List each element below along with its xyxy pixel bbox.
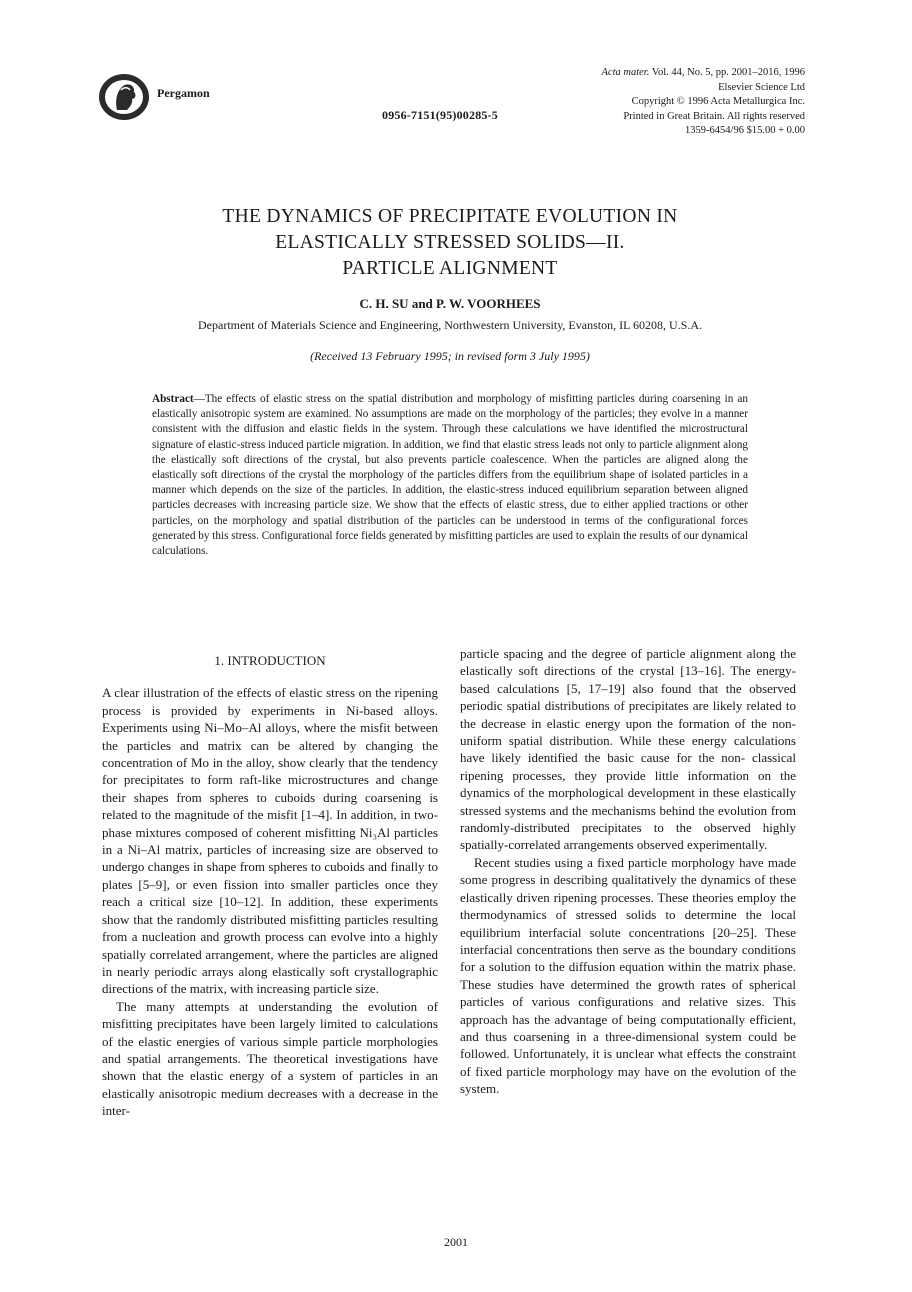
journal-line: Printed in Great Britain. All rights reserved xyxy=(623,110,805,122)
left-column xyxy=(102,648,438,1120)
doi: 0956-7151(95)00285-5 xyxy=(382,108,498,122)
affiliation: Department of Materials Science and Engineering, Northwestern University, Evanston, IL 60208, U.S.A. xyxy=(198,318,702,332)
section-heading: 1. INTRODUCTION xyxy=(214,653,326,668)
abstract xyxy=(152,392,748,559)
page-header xyxy=(95,64,805,144)
journal-line: 1359-6454/96 $15.00 + 0.00 xyxy=(685,125,805,136)
journal-ref: Vol. 44, No. 5, pp. 2001–2016, 1996 xyxy=(649,67,805,78)
journal-line: Copyright © 1996 Acta Metallurgica Inc. xyxy=(631,96,805,107)
abstract-text: —The effects of elastic stress on the spatial distribution and morphology of misfitting particles during coarsening in an elastically anisotropic system are examined. No assumptions are made on the morphology of the particles; they evolve in a manner consistent with the diffusion and elastic fields in the system. Through these calculations we have identified the microstructural signature of elastic-stress induced particle migration. In addition, we find that elastic stress leads not only to particle alignment along the elastically soft directions of the crystal, but also prevents particle coalescence. When the particles are aligned along the elastically soft directions of the crystal the morphology of the particles differs from the equilibrium shape of isolated particles in a manner which depends on the size of the particles. In addition, the elastic-stress induced equilibrium separation between aligned particles decreases with increasing particle size. We show that the effects of elastic stress, due to either applied tractions or other particles, on the morphology and spatial distribution of the particles can be understood in terms of the configurational forces generated by this stress. Configurational force fields generated by misfitting particles are used to explain the results of our dynamical calculations. xyxy=(152,393,748,558)
authors: C. H. SU and P. W. VOORHEES xyxy=(359,296,541,311)
journal-citation xyxy=(602,66,806,81)
title-line: THE DYNAMICS OF PRECIPITATE EVOLUTION IN xyxy=(222,206,678,227)
journal-info xyxy=(602,66,806,139)
paragraph: particle spacing and the degree of particle alignment along the elastically soft directions of the crystal [13–16]. The energy-based calculations [5, 17–19] also found that the observed periodic spatial distributions of precipitates are likely related to the decrease in elastic energy upon the formation of the non-uniform spatial distribution. While these energy calculations have likely identified the basic cause for the non- classical ripening processes, they provide little information on the dynamics of the morphological development in these elastically stressed systems and the mechanisms behind the evolution from randomly-distributed precipitates to the observed highly spatially-correlated arrangements observed experimentally. xyxy=(460,646,796,853)
abstract-label: Abstract xyxy=(152,393,194,405)
journal-name: Acta mater. xyxy=(601,67,650,78)
paper-title xyxy=(95,204,805,282)
received-date: (Received 13 February 1995; in revised form 3 July 1995) xyxy=(310,349,590,363)
title-line: ELASTICALLY STRESSED SOLIDS—II. xyxy=(275,232,625,253)
title-block xyxy=(95,204,805,364)
publisher-name: Pergamon xyxy=(157,86,210,100)
page-number: 2001 xyxy=(444,1235,468,1249)
paragraph: The many attempts at understanding the evolution of misfitting precipitates have been largely limited to calculations of the elastic energies of various simple particle morphologies and spatial arrangements. The theoretical investigations have shown that the elastic energy of a system of particles in an elastically anisotropic medium decreases with a decrease in the inter- xyxy=(102,998,438,1119)
journal-line: Elsevier Science Ltd xyxy=(718,81,805,93)
pergamon-logo-icon xyxy=(97,72,151,122)
right-column xyxy=(460,645,796,1098)
paragraph: A clear illustration of the effects of elastic stress on the ripening process is provided by experiments in Ni-based alloys. Experiments using Ni–Mo–Al alloys, where the misfit between the particles and matrix can be altered by changing the concentration of Mo in the alloy, show clearly that the tendency for precipitates to form raft-like microstructures and change their shapes from spheres to cuboids during coarsening is related to the magnitude of the misfit [1–4]. In addition, in two-phase mixtures composed of coherent misfitting Ni₃Al particles in a Ni–Al matrix, particles of increasing size are observed to undergo changes in shape from spheres to cuboids and finally to plates [5–9], or even fission into smaller particles once they reach a critical size [10–12]. In addition, these experiments show that the randomly distributed misfitting particles resulting from a nucleation and growth process can evolve into a highly spatially correlated arrangement, where the particles are aligned in nearly periodic arrays along elastically soft crystallographic directions of the matrix, with increasing particle size. xyxy=(102,685,438,997)
paragraph: Recent studies using a fixed particle morphology have made some progress in describing qualitatively the dynamics of these elastically driven ripening processes. These theories employ the thermodynamics of stressed solids to determine the local equilibrium interfacial solute concentrations [20–25]. These interfacial concentrations then serve as the boundary conditions for a solution to the diffusion equation within the matrix phase. These studies have determined the growth rates of spherical particles of various configurations and relative sizes. This approach has the advantage of being computationally efficient, and thus coarsening in a three-dimensional system could be followed. Unfortunately, it is unclear what effects the constraint of fixed particle morphology may have on the evolution of the system. xyxy=(460,854,796,1097)
title-line: PARTICLE ALIGNMENT xyxy=(342,258,558,279)
